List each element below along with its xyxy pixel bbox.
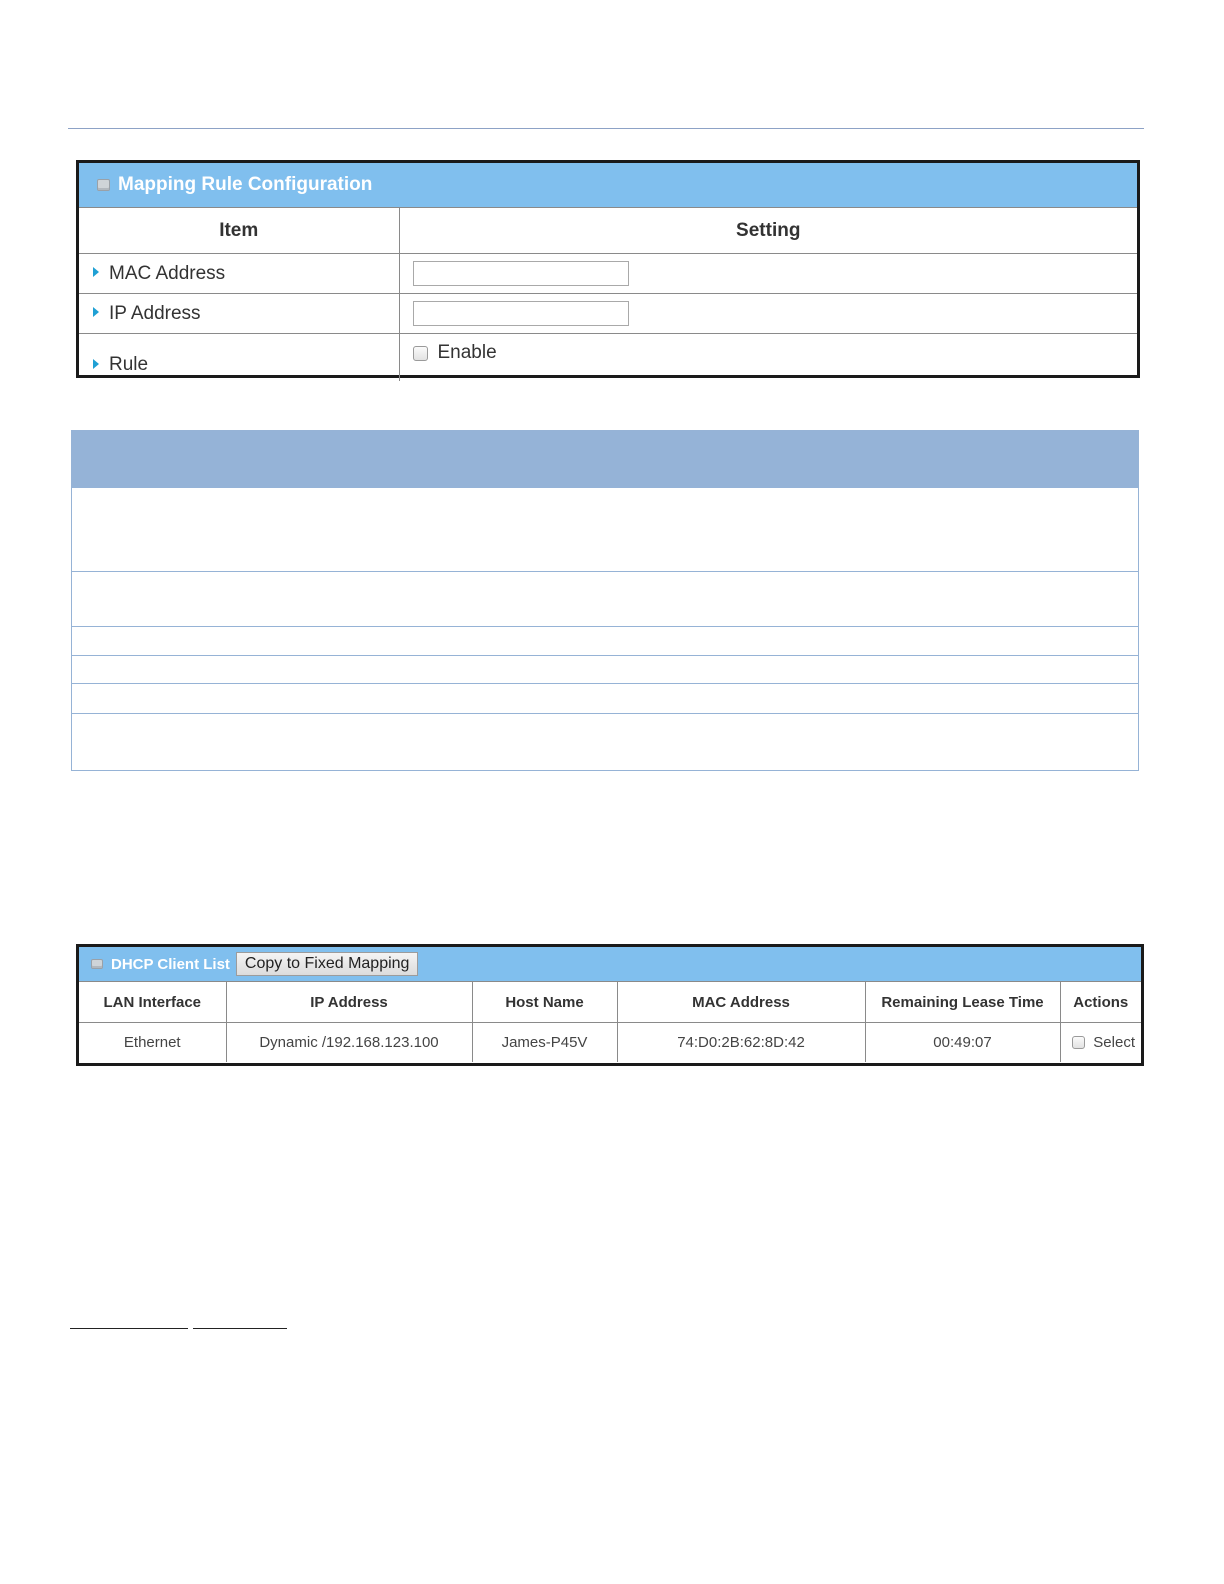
setting-cell	[399, 334, 1137, 382]
description-table-header	[72, 431, 1138, 488]
table-row	[79, 1023, 1141, 1063]
footer-underline	[70, 1328, 188, 1329]
panel-collapse-icon[interactable]	[91, 959, 103, 969]
dhcp-client-list-panel	[76, 944, 1144, 1066]
row-mac-address	[79, 254, 1137, 294]
select-checkbox[interactable]	[1072, 1036, 1085, 1049]
dhcp-table-header-row	[79, 982, 1141, 1023]
description-row	[72, 655, 1138, 683]
remaining-lease-time-cell: 00:49:07	[865, 1023, 1060, 1063]
description-row	[72, 571, 1138, 626]
setting-cell	[399, 294, 1137, 334]
rule-label: Rule	[109, 354, 149, 375]
bullet-arrow-icon	[93, 307, 99, 317]
mac-address-cell: 74:D0:2B:62:8D:42	[617, 1023, 865, 1063]
row-rule	[79, 334, 1137, 382]
lan-interface-cell: Ethernet	[79, 1023, 226, 1063]
rule-enable-label: Enable	[437, 342, 497, 363]
description-row	[72, 488, 1138, 571]
mapping-rule-table	[79, 208, 1137, 381]
row-ip-address	[79, 294, 1137, 334]
description-table	[71, 430, 1139, 771]
select-label: Select	[1093, 1034, 1135, 1052]
ip-address-input[interactable]	[413, 301, 629, 326]
footer-underline	[193, 1328, 287, 1329]
description-row	[72, 626, 1138, 655]
setting-cell	[399, 254, 1137, 294]
host-name-cell: James-P45V	[472, 1023, 617, 1063]
item-cell	[79, 334, 399, 382]
column-header-mac-address: MAC Address	[617, 982, 865, 1023]
ip-address-label: IP Address	[109, 302, 201, 324]
actions-cell	[1060, 1023, 1141, 1063]
mac-address-label: MAC Address	[109, 262, 226, 284]
item-cell	[79, 294, 399, 334]
mapping-rule-panel	[76, 160, 1140, 378]
rule-enable-checkbox[interactable]	[413, 346, 428, 361]
dhcp-client-list-title: DHCP Client List	[111, 955, 230, 973]
bullet-arrow-icon	[93, 359, 99, 369]
dhcp-client-table	[79, 982, 1141, 1062]
description-row	[72, 713, 1138, 770]
column-header-ip-address: IP Address	[226, 982, 472, 1023]
column-header-setting: Setting	[399, 208, 1137, 254]
copy-to-fixed-mapping-button[interactable]: Copy to Fixed Mapping	[236, 952, 419, 976]
column-header-lan-interface: LAN Interface	[79, 982, 226, 1023]
bullet-arrow-icon	[93, 267, 99, 277]
column-header-actions: Actions	[1060, 982, 1141, 1023]
column-header-item: Item	[79, 208, 399, 254]
panel-collapse-icon[interactable]	[97, 179, 110, 191]
mac-address-input[interactable]	[413, 261, 629, 286]
dhcp-client-list-header	[79, 947, 1141, 982]
mapping-rule-header	[79, 163, 1137, 208]
description-row	[72, 683, 1138, 713]
column-header-host-name: Host Name	[472, 982, 617, 1023]
column-header-remaining-lease-time: Remaining Lease Time	[865, 982, 1060, 1023]
top-divider	[68, 128, 1144, 129]
item-cell	[79, 254, 399, 294]
mapping-rule-title: Mapping Rule Configuration	[118, 174, 373, 195]
ip-address-cell: Dynamic /192.168.123.100	[226, 1023, 472, 1063]
